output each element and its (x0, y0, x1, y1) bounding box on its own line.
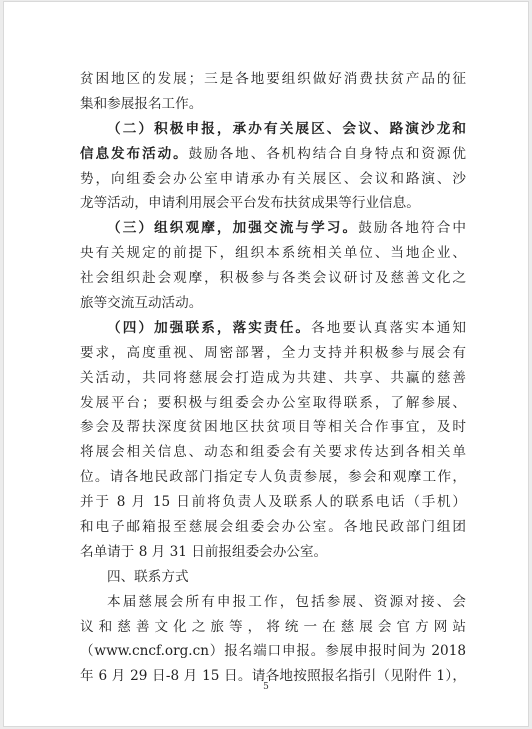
body-text: （www.cncf.org.cn）报名端口申报。参展申报时间为 2018 (80, 643, 466, 660)
bold-heading-text: 信息发布活动。 (80, 145, 189, 162)
text-line (80, 615, 466, 640)
body-text: 龙等活动，申请利用展会平台发布扶贫成果等行业信息。 (80, 195, 420, 212)
body-text: 发展平台；要积极与组委会办公室取得联系，了解参展、 (80, 394, 466, 411)
body-text: 名单请于 8 月 31 日前报组委会办公室。 (80, 543, 328, 560)
text-line (80, 241, 466, 266)
text-line (80, 639, 466, 664)
body-text: 鼓励各地、各机构结合自身特点和资源优 (188, 145, 466, 162)
body-text: 各地要认真落实本通知 (311, 319, 466, 336)
text-line (80, 515, 466, 540)
text-line (80, 391, 466, 416)
body-text: 社会组织赴会观摩，积极参与各类会议研讨及慈善文化之 (80, 270, 466, 287)
body-text: 将展会相关信息、动态和组委会有关要求传达到各相关单 (80, 444, 466, 461)
body-text: 并于 8 月 15 日前将负责人及联系人的联系电话（手机） (80, 494, 466, 511)
text-line (80, 490, 466, 515)
body-text: 集和参展报名工作。 (80, 95, 203, 112)
document-page (4, 2, 528, 726)
text-line (80, 316, 466, 341)
bold-heading-text: （二）积极申报，承办有关展区、会议、路演沙龙和 (107, 120, 466, 137)
body-text: 旅等交流互动活动。 (80, 295, 203, 312)
text-line (80, 167, 466, 192)
text-line (80, 465, 466, 490)
text-line (80, 142, 466, 167)
text-line (80, 590, 466, 615)
text-line (80, 341, 466, 366)
body-text: 年 6 月 29 日-8 月 15 日。请各地按照报名指引（见附件 1）， (80, 668, 466, 685)
text-line (80, 266, 466, 291)
text-line (80, 540, 466, 565)
page-number: 5 (263, 682, 269, 692)
body-text: 关活动，共同将慈展会打造成为共建、共享、共赢的慈善 (80, 369, 466, 386)
body-text: 势，向组委会办公室申请承办有关展区、会议和路演、沙 (80, 170, 466, 187)
body-text: 议和慈善文化之旅等，将统一在慈展会官方网站 (80, 618, 466, 635)
text-line (80, 92, 466, 117)
text-line (80, 415, 466, 440)
body-text: 参会及帮扶深度贫困地区扶贫项目等相关合作事宜，及时 (80, 419, 466, 436)
bold-heading-text: （三）组织观摩，加强交流与学习。 (107, 220, 359, 237)
text-line (80, 565, 466, 590)
text-line (80, 117, 466, 142)
body-text: 鼓励各地符合中 (358, 220, 466, 237)
text-line (80, 67, 466, 92)
body-text: 贫困地区的发展；三是各地要组织做好消费扶贫产品的征 (80, 71, 466, 87)
text-line (80, 191, 466, 216)
body-text: 和电子邮箱报至慈展会组委会办公室。各地民政部门组团 (80, 519, 466, 536)
body-text: 位。请各地民政部门指定专人负责参展，参会和观摩工作， (80, 469, 466, 486)
body-text: 央有关规定的前提下，组织本系统相关单位、当地企业、 (80, 245, 466, 262)
body-text: 四、联系方式 (107, 568, 189, 585)
document-body (80, 67, 466, 689)
bold-heading-text: （四）加强联系，落实责任。 (107, 319, 312, 336)
text-line (80, 291, 466, 316)
body-text: 本届慈展会所有申报工作，包括参展、资源对接、会 (107, 593, 466, 610)
text-line (80, 440, 466, 465)
text-line (80, 366, 466, 391)
body-text: 要求，高度重视、周密部署，全力支持并积极参与展会有 (80, 344, 466, 361)
text-line (80, 216, 466, 241)
